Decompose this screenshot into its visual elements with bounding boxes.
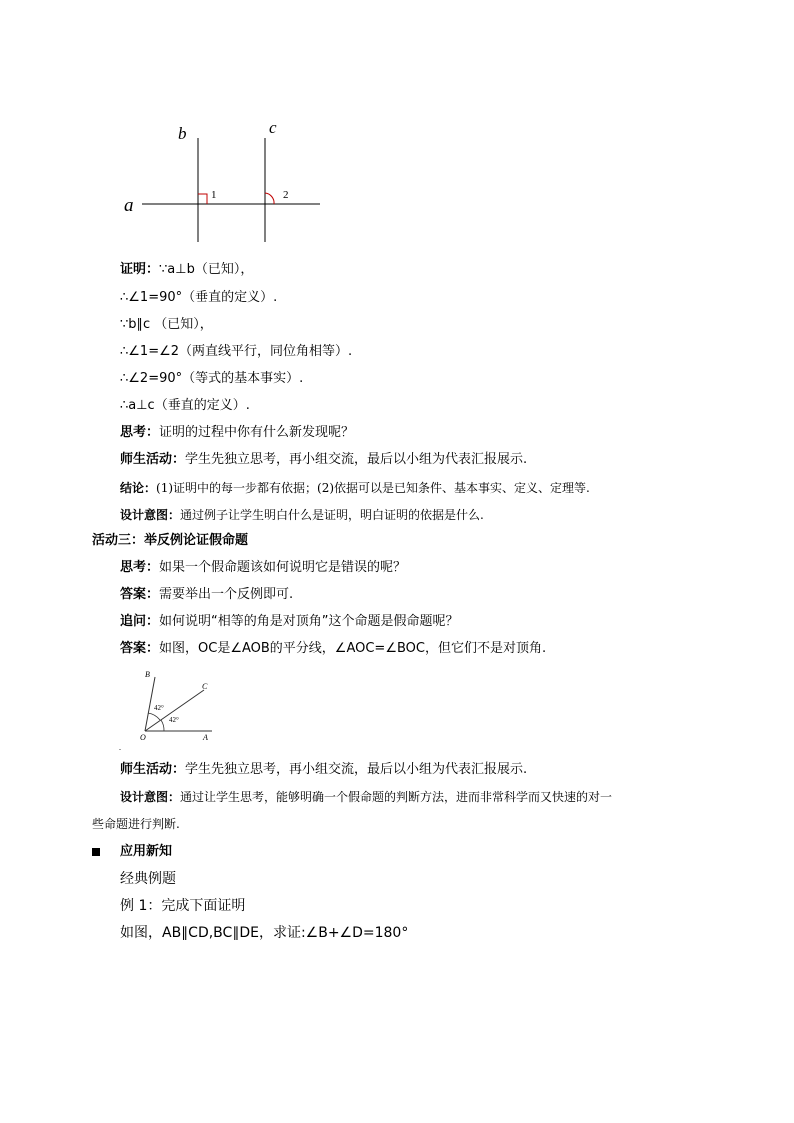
answer-2-label: 答案： — [120, 641, 160, 656]
example-line-2: 如图，AB∥CD,BC∥DE，求证:∠B+∠D=180° — [120, 925, 409, 941]
angle-label-top: 42° — [154, 704, 164, 712]
conclusion-label: 结论： — [120, 481, 157, 495]
think-2-label: 思考： — [120, 560, 160, 575]
section-heading — [92, 844, 172, 860]
figure1-angle-2: 2 — [283, 189, 289, 201]
square-bullet-icon — [92, 848, 100, 856]
proof-line-6: ∴a⊥c（垂直的定义）. — [120, 398, 250, 413]
activity-2-text: 学生先独立思考，再小组交流，最后以小组为代表汇报展示. — [185, 762, 528, 777]
answer-1-label: 答案： — [120, 587, 160, 602]
proof-line-5: ∴∠2=90°（等式的基本事实）. — [120, 371, 304, 386]
design-intent-2 — [120, 789, 612, 805]
answer-1-text: 需要举出一个反例即可. — [159, 587, 294, 602]
example-heading: 经典例题 — [120, 871, 176, 887]
design-intent-1-text: 通过例子让学生明白什么是证明，明白证明的依据是什么. — [180, 508, 484, 522]
answer-2-text: 如图，OC是∠AOB的平分线，∠AOC=∠BOC，但它们不是对顶角. — [159, 641, 547, 656]
design-intent-2-label: 设计意图： — [120, 790, 181, 804]
figure2-label-C: C — [202, 682, 208, 691]
section-title: 应用新知 — [120, 844, 173, 859]
activity-2 — [120, 762, 527, 778]
conclusion-text: (1)证明中的每一步都有依据；(2)依据可以是已知条件、基本事实、定义、定理等. — [156, 481, 590, 495]
figure2-label-A: A — [203, 733, 208, 742]
activity-1-text: 学生先独立思考，再小组交流，最后以小组为代表汇报展示. — [185, 452, 528, 467]
angle-label-bottom: 42° — [169, 716, 179, 724]
activity-1-label: 师生活动： — [120, 452, 186, 467]
think-1-text: 证明的过程中你有什么新发现呢？ — [159, 425, 355, 440]
proof-text-1: ∵a⊥b（已知）， — [159, 262, 254, 277]
proof-line-4: ∴∠1=∠2（两直线平行，同位角相等）. — [120, 344, 353, 359]
arc-bottom — [161, 720, 164, 731]
think-1-label: 思考： — [120, 425, 160, 440]
follow-up-text: 如何说明“相等的角是对顶角”这个命题是假命题呢？ — [159, 614, 459, 629]
figure1-angle-1: 1 — [211, 189, 217, 201]
proof-line-2: ∴∠1=90°（垂直的定义）. — [120, 290, 278, 305]
figure2-label-B: B — [145, 670, 150, 679]
design-intent-2-text1: 通过让学生思考，能够明确一个假命题的判断方法，进而非常科学而又快速的对一 — [180, 790, 613, 804]
figure1-label-a: a — [124, 195, 134, 216]
proof-line-3: ∵b∥c （已知）， — [120, 317, 213, 332]
design-intent-2-continued: 些命题进行判断. — [92, 817, 180, 831]
arc-top — [148, 713, 160, 720]
figure1-label-b: b — [178, 124, 187, 143]
example-line-1: 例 1：完成下面证明 — [120, 898, 246, 914]
figure2-dot: . — [119, 743, 121, 752]
activity-3-title: 活动三：举反例论证假命题 — [92, 533, 249, 548]
follow-up-label: 追问： — [120, 614, 160, 629]
figure1-label-c: c — [269, 118, 277, 137]
figure2-label-O: O — [140, 733, 146, 742]
proof-label: 证明： — [120, 262, 160, 277]
activity-2-label: 师生活动： — [120, 762, 186, 777]
design-intent-1-label: 设计意图： — [120, 508, 181, 522]
think-2-text: 如果一个假命题该如何说明它是错误的呢？ — [159, 560, 407, 575]
